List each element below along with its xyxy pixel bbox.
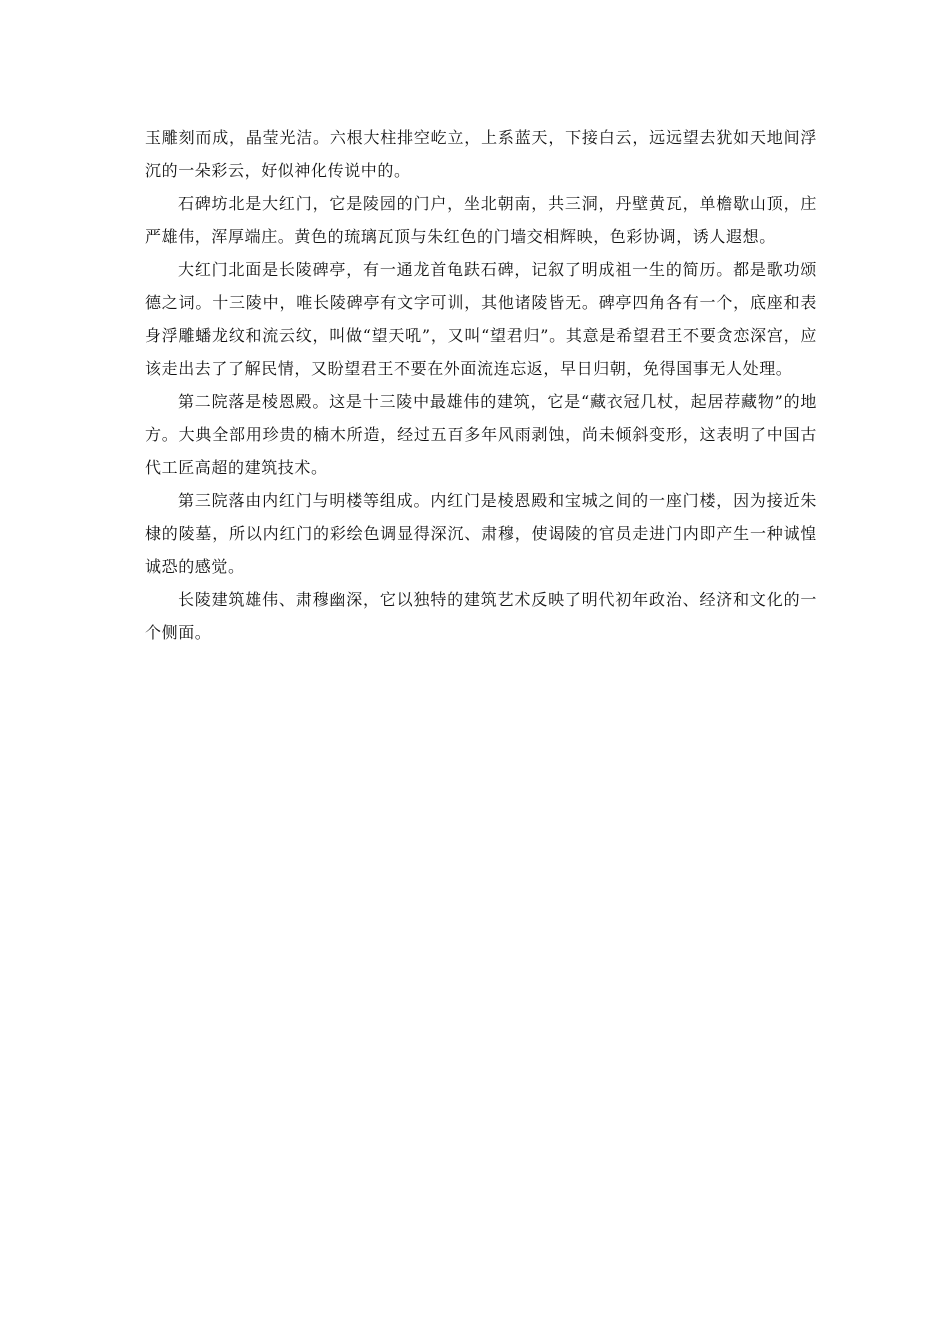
paragraph-5: 第三院落由内红门与明楼等组成。内红门是棱恩殿和宝城之间的一座门楼，因为接近朱棣的陵墓，所以内红门的彩绘色调显得深沉、肃穆，使谒陵的官员走进门内即产生一种诚惶诚恐的感觉。 — [145, 491, 817, 576]
paragraph-2: 石碑坊北是大红门，它是陵园的门户，坐北朝南，共三洞，丹壁黄瓦，单檐歇山顶，庄严雄伟，浑厚端庄。黄色的琉璃瓦顶与朱红色的门墙交相辉映，色彩协调，诱人遐想。 — [145, 194, 817, 246]
paragraph-6: 长陵建筑雄伟、肃穆幽深，它以独特的建筑艺术反映了明代初年政治、经济和文化的一个侧面。 — [145, 590, 817, 642]
document-body — [145, 121, 817, 649]
paragraph-1: 玉雕刻而成，晶莹光洁。六根大柱排空屹立，上系蓝天，下接白云，远远望去犹如天地间浮沉的一朵彩云，好似神化传说中的。 — [145, 128, 817, 180]
paragraph-4: 第二院落是棱恩殿。这是十三陵中最雄伟的建筑，它是“藏衣冠几杖，起居荐藏物”的地方。大典全部用珍贵的楠木所造，经过五百多年风雨剥蚀，尚未倾斜变形，这表明了中国古代工匠高超的建筑技术。 — [145, 392, 817, 477]
paragraph-3: 大红门北面是长陵碑亭，有一通龙首龟趺石碑，记叙了明成祖一生的简历。都是歌功颂德之词。十三陵中，唯长陵碑亭有文字可训，其他诸陵皆无。碑亭四角各有一个，底座和表身浮雕蟠龙纹和流云纹，叫做“望天吼”，又叫“望君归”。其意是希望君王不要贪恋深宫，应该走出去了了解民情，又盼望君王不要在外面流连忘返，早日归朝，免得国事无人处理。 — [145, 260, 817, 378]
